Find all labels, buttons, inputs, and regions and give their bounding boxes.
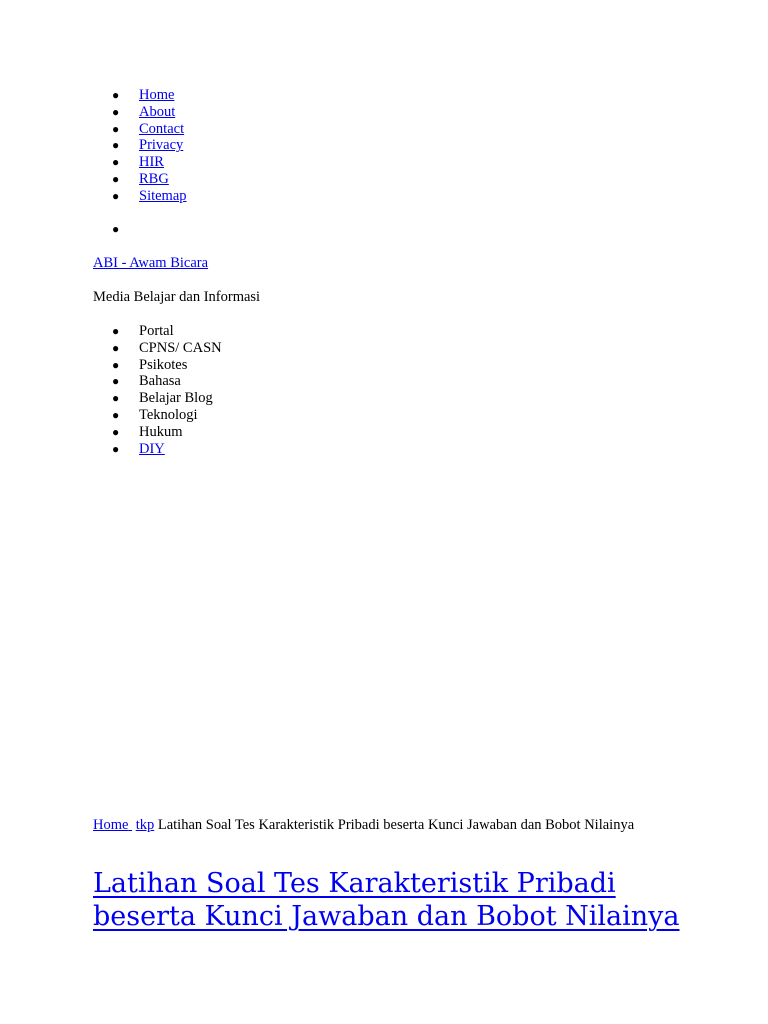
bullet-icon: ● xyxy=(112,441,120,456)
nav-link-privacy[interactable]: Privacy xyxy=(139,137,184,154)
bullet-icon: ● xyxy=(112,155,120,170)
bullet-icon: ● xyxy=(112,222,120,236)
breadcrumb-current: Latihan Soal Tes Karakteristik Pribadi beserta Kunci Jawaban dan Bobot Nilainya xyxy=(157,817,635,833)
bullet-icon: ● xyxy=(112,188,120,203)
nav-link-contact[interactable]: Contact xyxy=(139,120,185,137)
category-label[interactable]: Bahasa xyxy=(139,373,181,390)
nav-link-about[interactable]: About xyxy=(139,103,176,120)
bullet-icon: ● xyxy=(112,104,120,119)
bullet-icon: ● xyxy=(112,88,120,102)
category-label[interactable]: Belajar Blog xyxy=(139,390,213,407)
empty-menu-item xyxy=(112,221,712,238)
category-label[interactable]: Psikotes xyxy=(139,356,188,373)
category-item-hukum[interactable] xyxy=(112,424,712,441)
category-link-diy[interactable]: DIY xyxy=(139,440,165,457)
category-item-diy[interactable] xyxy=(112,441,712,458)
nav-link-rbg[interactable]: RBG xyxy=(139,170,169,187)
category-label[interactable]: Hukum xyxy=(139,423,183,440)
bullet-icon: ● xyxy=(112,340,120,355)
bullet-icon: ● xyxy=(112,424,120,439)
post-title[interactable]: Latihan Soal Tes Karakteristik Pribadi beserta Kunci Jawaban dan Bobot Nilainya xyxy=(93,868,680,932)
category-label[interactable]: Portal xyxy=(139,323,174,339)
nav-item-home xyxy=(112,87,712,104)
bullet-icon: ● xyxy=(112,324,120,338)
nav-item-about xyxy=(112,104,712,121)
category-item-bahasa[interactable] xyxy=(112,373,712,390)
category-item-teknologi[interactable] xyxy=(112,407,712,424)
category-item-portal[interactable] xyxy=(112,323,712,340)
site-tagline: Media Belajar dan Informasi xyxy=(93,289,261,305)
site-title-link[interactable]: ABI - Awam Bicara xyxy=(93,255,209,271)
nav-item-sitemap xyxy=(112,188,712,205)
nav-item-hir xyxy=(112,154,712,171)
nav-item-contact xyxy=(112,121,712,138)
bullet-icon: ● xyxy=(112,121,120,136)
category-item-cpns[interactable] xyxy=(112,340,712,357)
category-label[interactable]: Teknologi xyxy=(139,406,198,423)
bullet-icon: ● xyxy=(112,138,120,153)
category-label[interactable]: CPNS/ CASN xyxy=(139,339,222,356)
bullet-icon: ● xyxy=(112,407,120,422)
bullet-icon: ● xyxy=(112,357,120,372)
nav-link-home[interactable]: Home xyxy=(139,87,175,103)
breadcrumb-category-link[interactable]: tkp xyxy=(135,817,155,833)
bullet-icon: ● xyxy=(112,171,120,186)
nav-item-rbg xyxy=(112,171,712,188)
category-item-psikotes[interactable] xyxy=(112,357,712,374)
nav-item-privacy xyxy=(112,137,712,154)
category-item-belajar-blog[interactable] xyxy=(112,390,712,407)
breadcrumb xyxy=(93,817,653,834)
bullet-icon: ● xyxy=(112,391,120,406)
empty-menu xyxy=(112,221,712,238)
bullet-icon: ● xyxy=(112,374,120,389)
breadcrumb-home-link[interactable]: Home xyxy=(93,817,129,833)
category-menu xyxy=(112,323,712,457)
nav-link-sitemap[interactable]: Sitemap xyxy=(139,187,187,204)
top-nav-menu xyxy=(112,87,712,205)
nav-link-hir[interactable]: HIR xyxy=(139,154,164,171)
